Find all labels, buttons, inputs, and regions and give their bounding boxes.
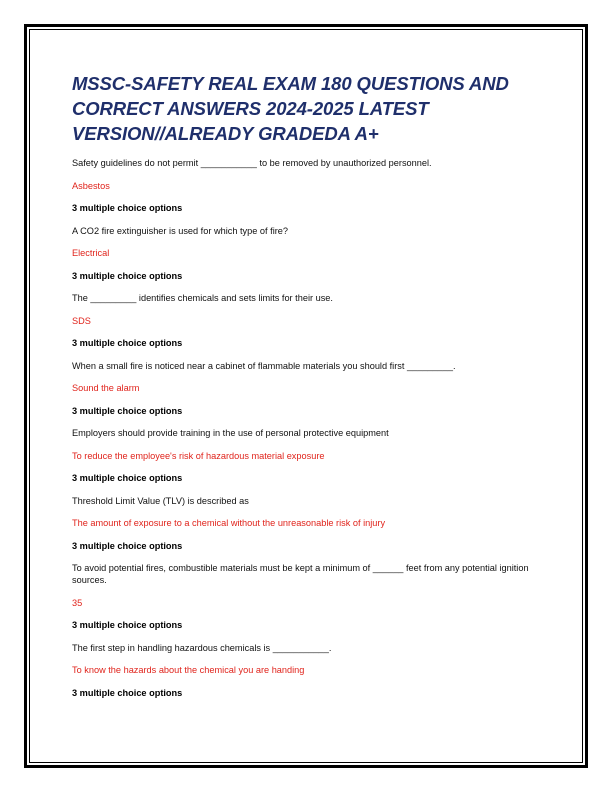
choice-count: 3 multiple choice options (72, 270, 183, 281)
answer-text: 35 (72, 597, 83, 608)
question-text: The _________ identifies chemicals and sets limits for their use. (72, 293, 333, 303)
title-line: VERSION//ALREADY GRADEDA A+ (72, 123, 379, 144)
answer-text: Electrical (72, 248, 110, 258)
answer-text: The amount of exposure to a chemical without the unreasonable risk of injury (72, 518, 386, 528)
title-line: CORRECT ANSWERS 2024-2025 LATEST (72, 98, 429, 119)
title-line: MSSC-SAFETY REAL EXAM 180 QUESTIONS AND (72, 73, 509, 94)
question-text: To avoid potential fires, combustible materials must be kept a minimum of ______ feet from any potential ignition sources. (72, 563, 529, 585)
choice-count: 3 multiple choice options (72, 338, 183, 348)
choice-count: 3 multiple choice options (72, 540, 183, 551)
answer-text: To know the hazards about the chemical you are handing (72, 665, 305, 675)
question-text: A CO2 fire extinguisher is used for which type of fire? (72, 225, 289, 236)
document-body (72, 71, 540, 709)
answer-text: To reduce the employee's risk of hazardous material exposure (72, 450, 325, 461)
choice-count: 3 multiple choice options (72, 620, 183, 630)
question-text: The first step in handling hazardous chemicals is ___________. (72, 642, 332, 653)
answer-text: SDS (72, 315, 91, 326)
document-title (72, 71, 540, 146)
answer-text: Sound the alarm (72, 383, 140, 393)
question-text: Employers should provide training in the use of personal protective equipment (72, 428, 389, 438)
question-text: When a small fire is noticed near a cabinet of flammable materials you should first _________. (72, 360, 456, 371)
choice-count: 3 multiple choice options (72, 473, 183, 483)
choice-count: 3 multiple choice options (72, 203, 183, 213)
choice-count: 3 multiple choice options (72, 687, 183, 698)
answer-text: Asbestos (72, 180, 110, 191)
choice-count: 3 multiple choice options (72, 405, 183, 416)
question-text: Threshold Limit Value (TLV) is described as (72, 495, 249, 506)
question-text: Safety guidelines do not permit ___________ to be removed by unauthorized personnel. (72, 158, 432, 168)
